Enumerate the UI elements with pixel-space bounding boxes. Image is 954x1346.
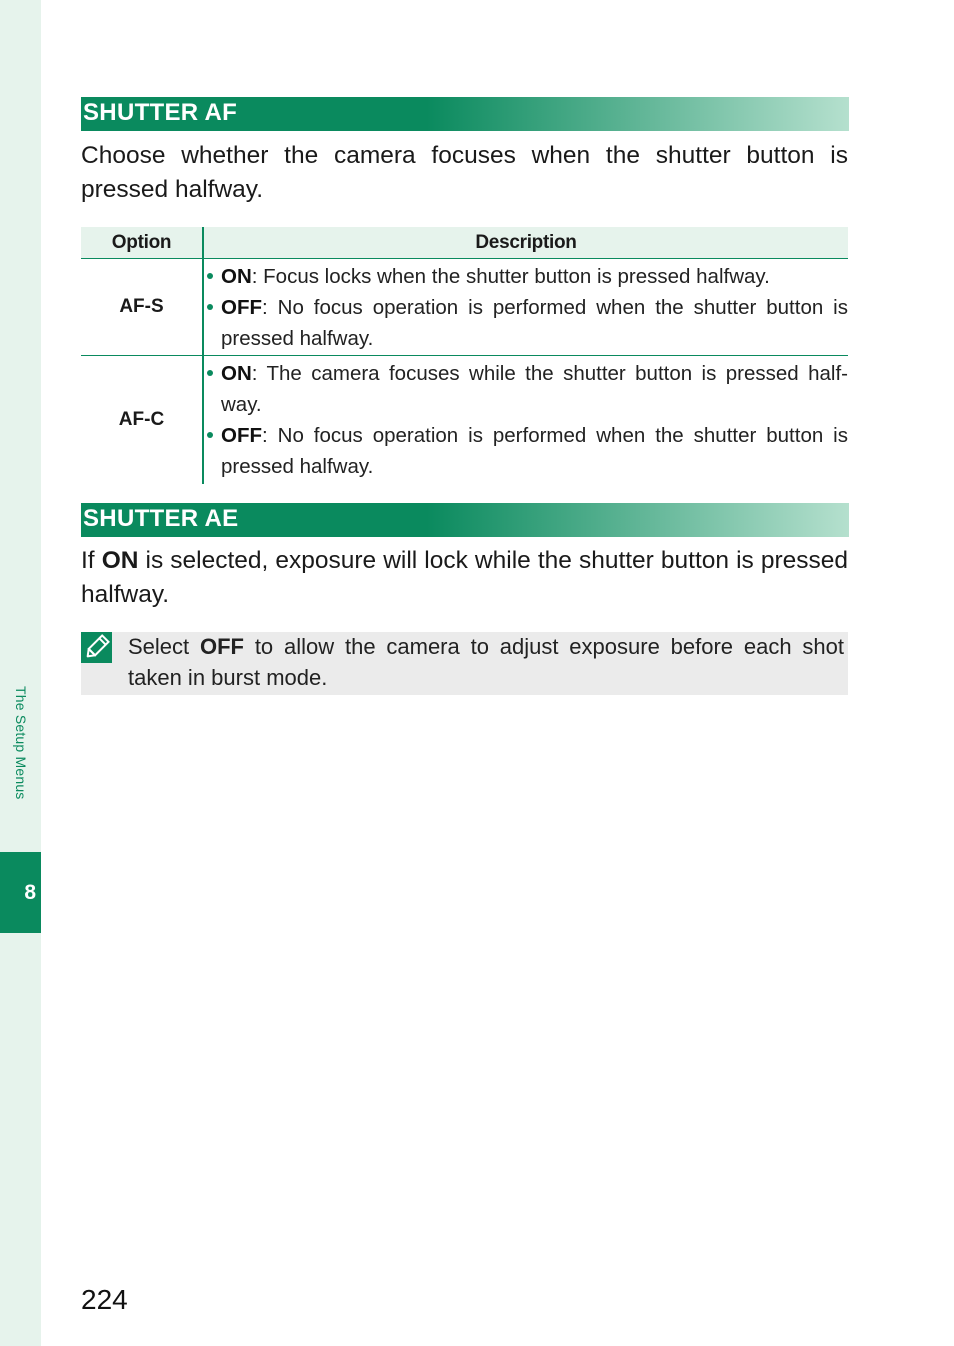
setting-key: ON: [221, 265, 252, 288]
chapter-sidebar: [0, 0, 41, 1346]
list-item: [204, 261, 848, 292]
setting-text: : No focus operation is performed when the shutter button is pressed halfway.: [221, 424, 848, 478]
section-heading-shutter-af: SHUTTER AF: [81, 97, 849, 131]
section-heading-shutter-ae: SHUTTER AE: [81, 503, 849, 537]
list-item: [204, 292, 848, 354]
bullet-icon: [207, 432, 213, 438]
shutter-af-options-table: [81, 227, 848, 484]
setting-text: : No focus operation is performed when the shutter button is pressed halfway.: [221, 296, 848, 350]
note-icon: [81, 632, 112, 663]
option-af-c: AF-C: [81, 356, 203, 485]
note-bold: OFF: [199, 634, 244, 659]
note-prefix: Select: [128, 634, 200, 659]
list-item: [204, 358, 848, 420]
bullet-icon: [207, 273, 213, 279]
note-box: [81, 632, 848, 695]
chapter-number-tab: 8: [0, 852, 41, 933]
page-number: 224: [81, 1284, 128, 1315]
table-row: [81, 356, 848, 485]
table-header-row: [81, 227, 848, 259]
bullet-icon: [207, 304, 213, 310]
note-suffix: to allow the camera to adjust exposure before each shot taken in burst mode.: [128, 634, 844, 690]
chapter-title: The Setup Menus: [13, 686, 29, 800]
setting-key: OFF: [221, 424, 262, 447]
intro-bold: ON: [101, 547, 139, 574]
option-af-s: AF-S: [81, 259, 203, 356]
description-cell: [203, 259, 848, 356]
setting-text: : Focus locks when the shutter button is pressed halfway.: [251, 265, 770, 288]
intro-suffix: is selected, exposure will lock while the shutter button is pressed halfway.: [81, 547, 848, 608]
shutter-ae-intro: [81, 544, 848, 612]
description-cell: [203, 356, 848, 485]
setting-text: : The camera focuses while the shutter button is pressed half-way.: [221, 362, 848, 416]
shutter-af-intro: Choose whether the camera focuses when the shutter button is pressed halfway.: [81, 142, 848, 203]
list-item: [204, 420, 848, 482]
header-option: Option: [81, 227, 203, 259]
setting-key: ON: [221, 362, 252, 385]
bullet-icon: [207, 370, 213, 376]
note-text: [128, 631, 844, 693]
header-description: Description: [203, 227, 848, 259]
intro-prefix: If: [81, 547, 102, 574]
setting-key: OFF: [221, 296, 262, 319]
table-row: [81, 259, 848, 356]
